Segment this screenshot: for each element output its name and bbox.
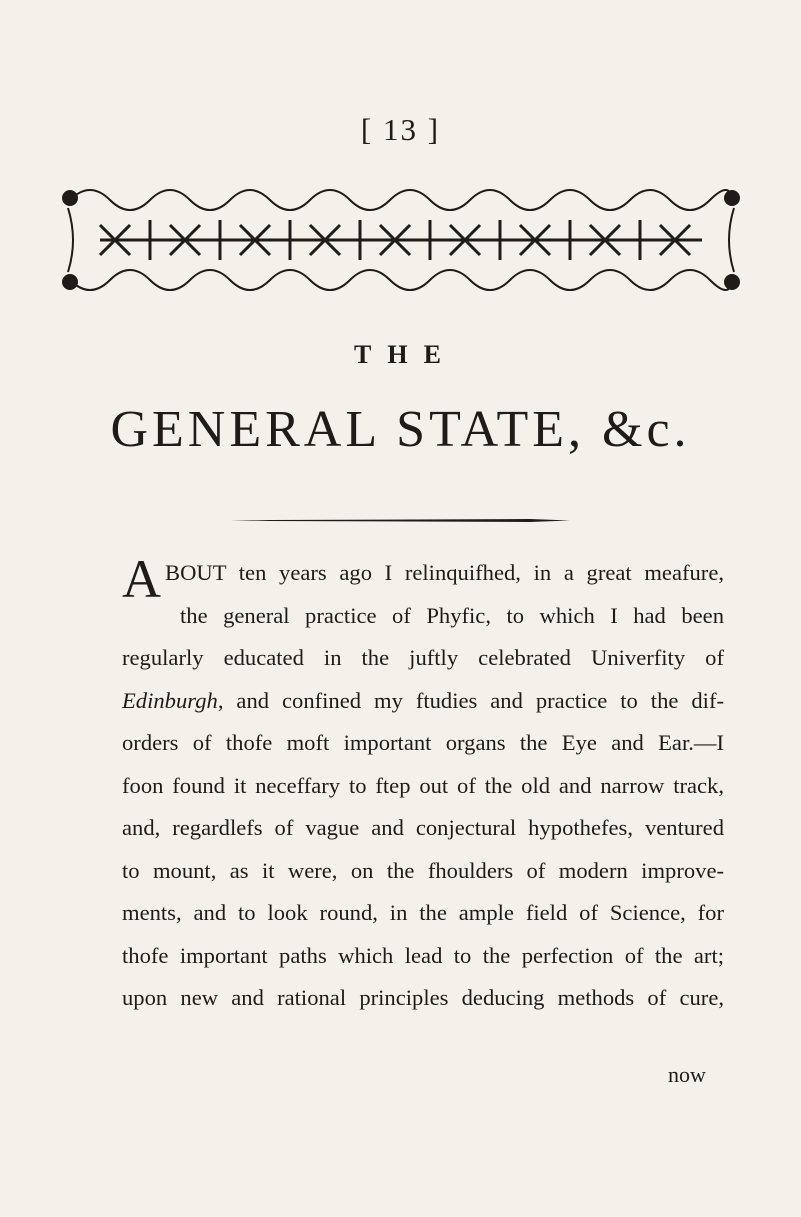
text-line: foon found it neceffary to ftep out of the old and narrow track, — [122, 772, 724, 798]
text-line: ments, and to look round, in the ample field of Science, for — [122, 900, 724, 925]
text-line: regularly educated in the juftly celebrated Univerfity of — [122, 645, 724, 670]
text-line: upon new and rational principles deducing methods of cure, — [122, 985, 724, 1010]
text-line: orders of thofe moft important organs the Eye and Ear.—I — [122, 730, 724, 755]
text-line: Edinburgh, and confined my ftudies and practice to the dif- — [122, 687, 724, 713]
text-line: and, regardlefs of vague and conjectural hypothefes, ventured — [122, 815, 724, 840]
text-line: thofe important paths which lead to the perfection of the art; — [122, 942, 724, 968]
decorative-header-ornament — [60, 180, 742, 300]
header-the: THE — [354, 340, 457, 369]
drop-cap: A — [122, 549, 161, 609]
page-title: GENERAL STATE, &c. — [110, 401, 691, 458]
text-line: the general practice of Phyfic, to which I had been — [180, 602, 724, 628]
italic-place-name: Edinburgh — [122, 687, 218, 713]
catchword: now — [668, 1062, 706, 1087]
divider-rule — [230, 518, 570, 523]
text-line: to mount, as it were, on the fhoulders of modern improve- — [122, 857, 724, 883]
text-line: BOUT ten years ago I relinquifhed, in a great meafure, — [165, 560, 724, 585]
body-text — [122, 549, 724, 1020]
page-number: [ 13 ] — [360, 112, 441, 147]
